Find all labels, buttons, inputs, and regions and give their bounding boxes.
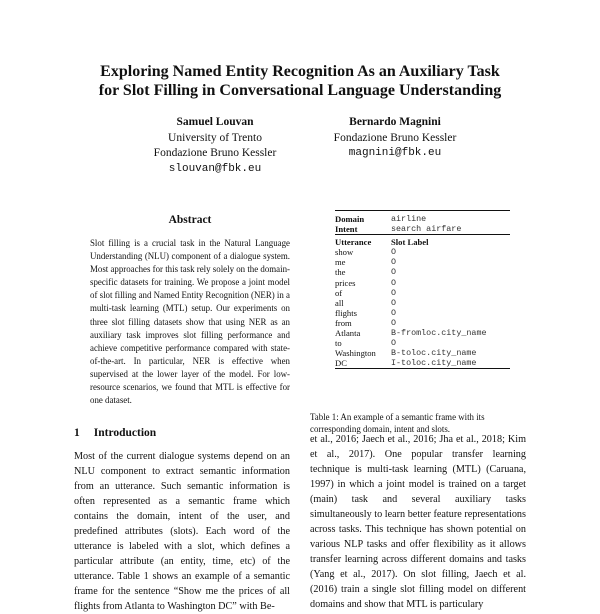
utterance-word: from: [335, 317, 352, 328]
slot-label: O: [391, 247, 397, 258]
slot-rows: [335, 247, 510, 368]
table-header-row: [335, 235, 510, 248]
abstract-text: Slot filling is a crucial task in the Natural Language Understanding (NLU) component of a dialogue system. Most approaches for this task rely solely on the domain-specific datasets for training. We propose a joint model of slot filling and Named Entity Recognition (NER) in a multi-task learning (MTL) setup. Our experiments on three slot filling datasets show that using NER as an auxiliary task improves slot filling performance and achieve competitive performance compared with state-of-the-art. In particular, NER is effective when supervised at the lower layer of the model. For low-resource scenarios, we found that MTL is effective for one dataset.: [90, 238, 290, 406]
slot-label: O: [391, 257, 397, 268]
author-affiliation: Fondazione Bruno Kessler: [153, 147, 277, 159]
intent-value: search airfare: [391, 224, 462, 235]
table-row: [335, 211, 510, 225]
intro-paragraph: Most of the current dialogue systems depend on an NLU component to extract semantic information from an utterance. Such semantic information is often represented as a semantic frame which contains the domain, intent of the user, and predefined attributes (slots). Each word of the utterance is labeled with a slot, which defines a particular attribute (an entity, time, etc) of the utterance. Table 1 shows an example of a semantic frame for the sentence “Show me the prices of all flights from Atlanta to Washington DC” with Be-: [74, 451, 290, 612]
utterance-word: flights: [335, 307, 357, 318]
table-row: [335, 358, 510, 368]
table-row: [335, 257, 510, 267]
author-affiliation: Fondazione Bruno Kessler: [333, 131, 457, 144]
table-row: [335, 267, 510, 277]
domain-label: Domain: [335, 211, 391, 225]
table-row: [335, 348, 510, 358]
table-row: [335, 318, 510, 328]
table-row: [335, 338, 510, 348]
utterance-word: to: [335, 338, 342, 349]
table-row: [335, 328, 510, 338]
slot-label: O: [391, 307, 397, 318]
table-bottom-rule: [335, 368, 510, 369]
domain-value: airline: [391, 211, 510, 225]
utterance-word: me: [335, 257, 346, 268]
table-row: [335, 298, 510, 308]
utterance-word: Atlanta: [335, 328, 361, 339]
table-row: [335, 278, 510, 288]
slot-label: O: [391, 267, 397, 278]
slot-label: I-toloc.city_name: [391, 358, 477, 369]
paper-title: [40, 62, 560, 100]
table-row: [335, 224, 510, 235]
slot-label: O: [391, 297, 397, 308]
author-email: magnini@fbk.eu: [348, 147, 442, 159]
author-name: Samuel Louvan: [176, 116, 254, 128]
author-name: Bernardo Magnini: [349, 116, 441, 128]
table-caption: Table 1: An example of a semantic frame with its corresponding domain, intent and slots.: [310, 412, 485, 435]
abstract-body: [90, 237, 290, 407]
slot-label: O: [391, 287, 397, 298]
utterance-word: of: [335, 287, 343, 298]
intro-left-column: [74, 449, 290, 614]
section-heading: [74, 427, 156, 439]
author-block-1: [120, 115, 310, 177]
table-row: [335, 288, 510, 298]
slot-label: B-fromloc.city_name: [391, 328, 487, 339]
utterance-header: Utterance: [335, 235, 391, 248]
slot-label: B-toloc.city_name: [391, 348, 477, 359]
utterance-word: DC: [335, 358, 347, 369]
intent-label: Intent: [335, 224, 358, 235]
title-line-2: for Slot Filling in Conversational Language Understanding: [98, 82, 502, 99]
utterance-word: all: [335, 297, 344, 308]
author-block-2: [300, 115, 490, 162]
table-row: [335, 308, 510, 318]
section-number: 1: [74, 427, 80, 439]
utterance-word: show: [335, 247, 354, 258]
author-affiliation: University of Trento: [168, 131, 262, 144]
title-line-1: Exploring Named Entity Recognition As an Auxiliary Task: [100, 63, 500, 80]
table-row: [335, 247, 510, 257]
slot-label: O: [391, 338, 397, 349]
utterance-word: prices: [335, 277, 356, 288]
utterance-word: Washington: [335, 348, 376, 359]
slot-label: O: [391, 317, 397, 328]
intro-paragraph-continued: et al., 2016; Jaech et al., 2016; Jha et al., 2018; Kim et al., 2017). One popular transfer learning technique is multi-task learning (MTL) (Caruana, 1997) in which a joint model is trained on a target (main) task and several auxiliary tasks simultaneously to learn better feature representations across tasks. This technique has shown potential on various NLP tasks and offer flexibility as it allows transfer learning across different domains and tasks (Yang et al., 2017). On slot filling, Jaech et al. (2016) train a single slot filling model on different domains and show that MTL is particulary: [310, 434, 526, 610]
slot-label-header: Slot Label: [391, 235, 510, 248]
section-title: Introduction: [93, 427, 157, 439]
abstract-heading: Abstract: [168, 214, 212, 226]
author-email: slouvan@fbk.eu: [168, 162, 262, 175]
slot-label: O: [391, 277, 397, 288]
utterance-word: the: [335, 267, 346, 278]
semantic-frame-table: [335, 210, 510, 369]
intro-right-column: [310, 432, 526, 612]
